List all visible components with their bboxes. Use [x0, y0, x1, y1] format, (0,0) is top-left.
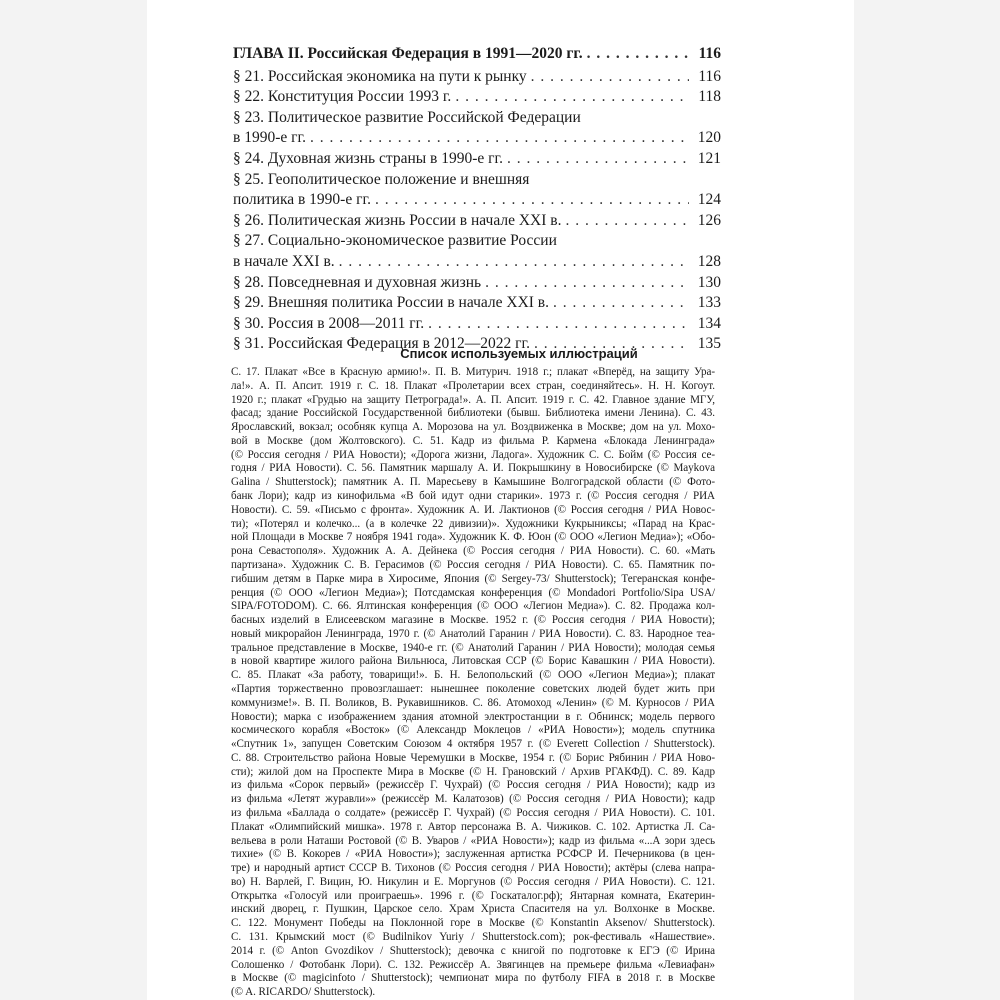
illustration-line: Новости). С. 59. «Письмо с фронта». Художник А. И. Лактионов (© Россия сегодня / РИА Новос-	[231, 503, 715, 516]
illustration-line: тихие» (© В. Кокорев / «РИА Новости»); заслуженная артистка РСФСР И. Печерникова (в цен-	[231, 848, 715, 861]
illustration-line: из фильма «Летят журавли»» (режиссёр М. Калатозов) (© Россия сегодня / РИА Новости); кадр	[231, 793, 715, 806]
toc-entry-title: в начале XXI в.	[233, 252, 335, 270]
illustration-line: ренция (© ООО «Легион Медиа»); Потсдамская конференция (© Mondadori Portfolio/Sipa USA/	[231, 586, 715, 599]
illustration-line: коммунизме!». В. П. Воликов, В. Рукавишников. С. 86. Атомоход «Ленин» (© М. Курносов / РИА	[231, 696, 715, 709]
illustration-line: «Партия торжественно провозглашает: нынешнее поколение советских людей будет жить при	[231, 682, 715, 695]
toc-leader	[565, 211, 689, 232]
illustration-line: «Спутник 1», запущен Советским Союзом 4 октября 1957 г. (© Everett Collection / Shutterstock).	[231, 738, 715, 751]
toc-entry-title-first-line: § 27. Социально-экономическое развитие России	[233, 232, 557, 250]
illustration-line: во) Н. Варлей, Г. Вицин, Ю. Никулин и Е. Моргунов (© Россия сегодня / РИА Новости). С. 121.	[231, 875, 715, 888]
toc-leader	[339, 252, 689, 273]
toc-entry	[233, 231, 721, 272]
illustration-line: (© Россия сегодня / РИА Новости); «Дорога жизни, Ладога». Художник С. С. Бойм (© Россия се-	[231, 448, 715, 461]
illustration-line: ла!». А. П. Апсит. 1919 г. С. 18. Плакат «Пролетарии всех стран, соединяйтесь». Н. Н. Когоут.	[231, 379, 715, 392]
illustration-line: в Москве (© magicinfoto / Shutterstock); чемпионат мира по футболу FIFA в 2018 г. в Москве	[231, 972, 715, 985]
toc-entry	[233, 211, 721, 232]
toc-entry-page: 135	[697, 335, 721, 353]
toc-leader	[310, 128, 689, 149]
toc-entry-title: § 26. Политическая жизнь России в начале XXI в.	[233, 211, 562, 229]
toc-leader	[507, 149, 689, 170]
illustration-line: рона Севастополя». Художник А. А. Дейнека (© Россия сегодня / РИА Новости). С. 60. «Мать	[231, 545, 715, 558]
illustration-line: годня / РИА Новости). С. 56. Памятник маршалу А. И. Покрышкину в Новосибирске (© Maykova	[231, 462, 715, 475]
illustration-line: С. 88. Строительство района Новые Черемушки в Москве, 1954 г. (© Борис Рябинин / РИА Ново-	[231, 751, 715, 764]
illustration-line: сти); жилой дом на Проспекте Мира в Москве (© Н. Грановский / Архив РГАКФД). С. 89. Кадр	[231, 765, 715, 778]
toc-entry-page: 130	[697, 273, 721, 291]
illustration-line: фасад; здание Российской Государственной библиотеки (бывш. Библиотека имени Ленина). С. 43.	[231, 407, 715, 420]
table-of-contents	[233, 44, 721, 355]
toc-entry-title-first-line: § 25. Геополитическое положение и внешняя	[233, 170, 530, 188]
illustration-line: Новости); марка с изображением здания атомной электростанции в г. Обнинск; модель первого	[231, 710, 715, 723]
toc-entry-title: § 28. Повседневная и духовная жизнь	[233, 273, 482, 291]
toc-entry-title-first-line: § 23. Политическое развитие Российской Федерации	[233, 108, 581, 126]
illustration-line: Открытка «Голосуй или проиграешь». 1996 г. (© Госкаталог.рф); Янтарная комната, Екатерин-	[231, 889, 715, 902]
illustration-line: тре) и народный артист СССР В. Тихонов (© Россия сегодня / РИА Новости); актёры (слева напра-	[231, 862, 715, 875]
toc-leader	[428, 314, 689, 335]
toc-entry	[233, 108, 721, 149]
illustration-line: новый микрорайон Ленинграда, 1970 г. (© Анатолий Гаранин / РИА Новости). С. 83. Народное теа-	[231, 627, 715, 640]
toc-leader	[455, 87, 689, 108]
toc-leader	[531, 67, 689, 88]
illustration-line: Плакат «Олимпийский мишка». 1978 г. Автор персонажа В. А. Чижиков. С. 102. Артистка Л. Са-	[231, 820, 715, 833]
toc-entry-page: 128	[697, 252, 721, 270]
toc-entry	[233, 170, 721, 211]
toc-entry-title: в 1990-е гг.	[233, 129, 306, 147]
illustration-line: вельева в роли Наташи Ростовой (© В. Уваров / «РИА Новости»); кадр из фильма «...А зори здесь	[231, 834, 715, 847]
toc-entry-page: 120	[697, 129, 721, 147]
illustration-line: вой в Москве (дом Жолтовского). С. 51. Кадр из фильма Р. Кармена «Блокада Ленинграда»	[231, 434, 715, 447]
toc-entry-title: § 30. Россия в 2008—2011 гг.	[233, 314, 425, 332]
toc-entry	[233, 149, 721, 170]
toc-entry	[233, 273, 721, 294]
illustration-line: из фильма «Сорок первый» (режиссёр Г. Чухрай) (© Россия сегодня / РИА Новости); кадр из	[231, 779, 715, 792]
toc-entry-title: политика в 1990-е гг.	[233, 191, 371, 209]
illustration-line: SIPA/FOTODOM). С. 66. Ялтинская конференция (© ООО «Легион Медиа»). С. 82. Продажа кол-	[231, 600, 715, 613]
toc-entry-page: 133	[697, 294, 721, 312]
illustration-line: из фильма «Баллада о солдате» (режиссёр Г. Чухрай) (© Россия сегодня / РИА Новости). С. 101.	[231, 807, 715, 819]
illustration-line: С. 131. Крымский мост (© Budilnikov Yuriy / Shutterstock.com); рок-фестиваль «Нашествие».	[231, 931, 715, 944]
toc-entry-page: 116	[698, 67, 721, 85]
toc-leader	[485, 273, 689, 294]
toc-entry	[233, 67, 721, 88]
illustration-line: банк Лори); кадр из кинофильма «В бой идут одни старики». 1973 г. (© Россия сегодня / РИА	[231, 490, 715, 503]
toc-leader	[553, 293, 689, 314]
illustration-line: ной Площади в Москве 7 ноября 1941 года». Художник К. Ф. Юон (© ООО «Легион Медиа»); «Обо-	[231, 531, 715, 544]
illustration-line: С. 122. Монумент Победы на Поклонной горе в Москве (© Konstantin Aksenov/ Shutterstock).	[231, 917, 715, 930]
illustration-line: в новой квартире жилого района Вильнюса, Литовская ССР (© Борис Кавашкин / РИА Новости).	[231, 655, 715, 668]
illustration-line: ти); «Потерял и колечко... (а в колечке 22 дивизии)». Художники Кукрыниксы; «Парад на Крас-	[231, 517, 715, 530]
illustration-line: (© A. RICARDO/ Shutterstock).	[231, 986, 376, 999]
toc-chapter	[233, 44, 721, 65]
toc-entry-page: 124	[697, 191, 721, 209]
toc-chapter-title: ГЛАВА II. Российская Федерация в 1991—2020 гг.	[233, 45, 583, 62]
toc-entry-title: § 21. Российская экономика на пути к рынку	[233, 67, 527, 85]
toc-entry-page: 134	[697, 314, 721, 332]
illustration-line: 1920 г.; плакат «Грудью на защиту Петрограда!». А. П. Апсит. 1919 г. С. 42. Главное здание МГУ,	[231, 393, 715, 406]
illustration-line: космического корабля «Восток» (© Александр Моклецов / «РИА Новости»); модель спутника	[231, 724, 715, 737]
toc-entry	[233, 87, 721, 108]
illustration-line: Ярославский, вокзал; особняк купца А. Морозова на ул. Воздвиженка в Москве; дом на ул. Мохо-	[231, 421, 715, 434]
illustration-line: гибшим детям в Парке мира в Хиросиме, Япония (© Sergey-73/ Shutterstock); Тегеранская конфе-	[231, 572, 715, 585]
illustration-line: инский дворец, г. Пушкин, Царское село. Храм Христа Спасителя на ул. Волхонке в Москве.	[231, 903, 715, 916]
illustrations-list	[231, 366, 715, 1000]
illustration-line: С. 17. Плакат «Все в Красную армию!». П. В. Митурич. 1918 г.; плакат «Вперёд, на защиту Ура-	[231, 366, 715, 378]
toc-entry-page: 126	[697, 211, 721, 229]
illustration-line: басных изделий в Елисеевском магазине в Москве. 1952 г. (© Россия сегодня / РИА Новости);	[231, 614, 715, 627]
toc-entry-title: § 29. Внешняя политика России в начале XXI в.	[233, 294, 550, 312]
toc-entry-title: § 24. Духовная жизнь страны в 1990-е гг.	[233, 149, 503, 167]
toc-leader	[587, 44, 689, 65]
toc-entry-page: 118	[698, 88, 721, 106]
illustration-line: партизана». Художник С. В. Герасимов (© Россия сегодня / РИА Новости). С. 65. Памятник по-	[231, 558, 715, 571]
toc-entry	[233, 293, 721, 314]
toc-chapter-page: 116	[698, 45, 721, 62]
toc-entry	[233, 314, 721, 335]
illustration-line: С. 85. Плакат «За работу, товарищи!». Б. Н. Белопольский (© ООО «Легион Медиа»); плакат	[231, 669, 715, 682]
toc-entry-title: § 31. Российская Федерация в 2012—2022 гг.	[233, 335, 530, 353]
toc-entry-title: § 22. Конституция России 1993 г.	[233, 88, 452, 106]
illustrations-heading: Список используемых иллюстраций	[400, 346, 638, 361]
toc-leader	[375, 190, 689, 211]
illustration-line: Galina / Shutterstock); памятник А. П. Маресьеву в Камышине Волгоградской области (© Фото-	[231, 476, 715, 489]
toc-entry-page: 121	[697, 149, 721, 167]
illustration-line: 2014 г. (© Anton Gvozdikov / Shutterstock); девочка с книгой по подготовке к ЕГЭ (© Ирина	[231, 944, 715, 957]
illustration-line: Солошенко / Фотобанк Лори). С. 132. Режиссёр А. Звягинцев на премьере фильма «Левиафан»	[231, 958, 715, 971]
illustration-line: тральное представление в Москве, 1940-е гг. (© Анатолий Гаранин / РИА Новости); молодая семья	[231, 641, 715, 654]
